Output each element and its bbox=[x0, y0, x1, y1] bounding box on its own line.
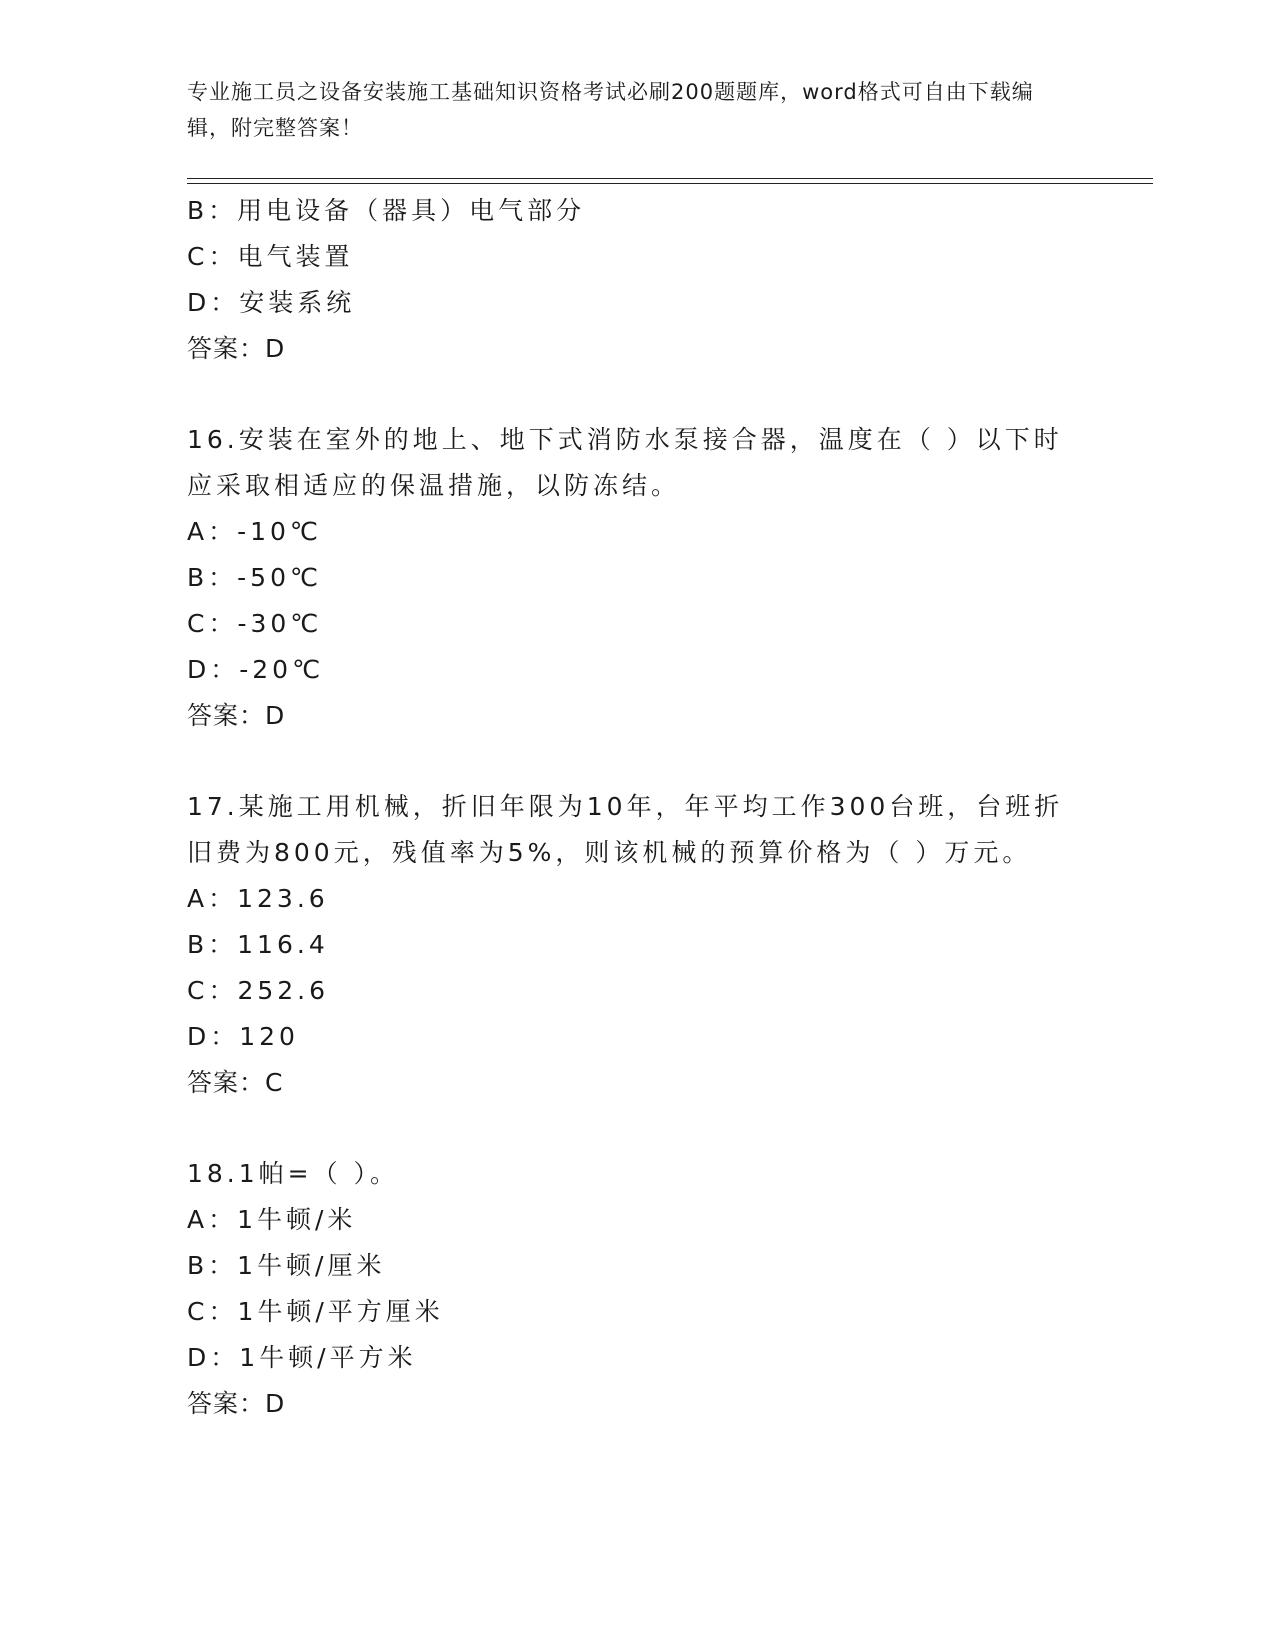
spacer bbox=[187, 1106, 1087, 1151]
option-b: B：-50℃ bbox=[187, 563, 323, 592]
header-rule-top bbox=[187, 178, 1153, 179]
option-c: C：1牛顿/平方厘米 bbox=[187, 1297, 444, 1326]
option-a: A：-10℃ bbox=[187, 517, 323, 546]
question-stem: 18.1帕=（ ）。 bbox=[187, 1159, 400, 1188]
option-c: C：252.6 bbox=[187, 976, 330, 1005]
answer-line: 答案：D bbox=[187, 334, 286, 363]
question-stem: 旧费为800元，残值率为5%，则该机械的预算价格为（ ）万元。 bbox=[187, 838, 1032, 867]
question-block bbox=[187, 1151, 1087, 1427]
question-stem: 16.安装在室外的地上、地下式消防水泵接合器，温度在（ ）以下时 bbox=[187, 425, 1063, 454]
question-block bbox=[187, 417, 1087, 739]
document-header: 专业施工员之设备安装施工基础知识资格考试必刷200题题库，word格式可自由下载编辑，附完整答案！ bbox=[187, 80, 1034, 140]
question-stem: 应采取相适应的保温措施，以防冻结。 bbox=[187, 471, 681, 500]
option-d: D：120 bbox=[187, 1022, 299, 1051]
answer-line: 答案：D bbox=[187, 701, 286, 730]
question-list bbox=[187, 188, 1087, 1427]
option-a: A：123.6 bbox=[187, 884, 329, 913]
option-d: D：1牛顿/平方米 bbox=[187, 1343, 417, 1372]
header-rule-bottom bbox=[187, 183, 1153, 184]
option-d: D：安装系统 bbox=[187, 288, 356, 317]
answer-line: 答案：D bbox=[187, 1389, 286, 1418]
spacer bbox=[187, 739, 1087, 784]
option-d: D：-20℃ bbox=[187, 655, 325, 684]
option-c: C：电气装置 bbox=[187, 242, 354, 271]
option-b: B：1牛顿/厘米 bbox=[187, 1251, 386, 1280]
answer-line: 答案：C bbox=[187, 1068, 284, 1097]
option-c: C：-30℃ bbox=[187, 609, 323, 638]
option-a: A：1牛顿/米 bbox=[187, 1205, 357, 1234]
spacer bbox=[187, 372, 1087, 417]
option-b: B：116.4 bbox=[187, 930, 329, 959]
prev-question-block bbox=[187, 188, 1087, 372]
question-stem: 17.某施工用机械，折旧年限为10年，年平均工作300台班，台班折 bbox=[187, 792, 1064, 821]
option-b: B：用电设备（器具）电气部分 bbox=[187, 196, 586, 225]
question-block bbox=[187, 784, 1087, 1106]
